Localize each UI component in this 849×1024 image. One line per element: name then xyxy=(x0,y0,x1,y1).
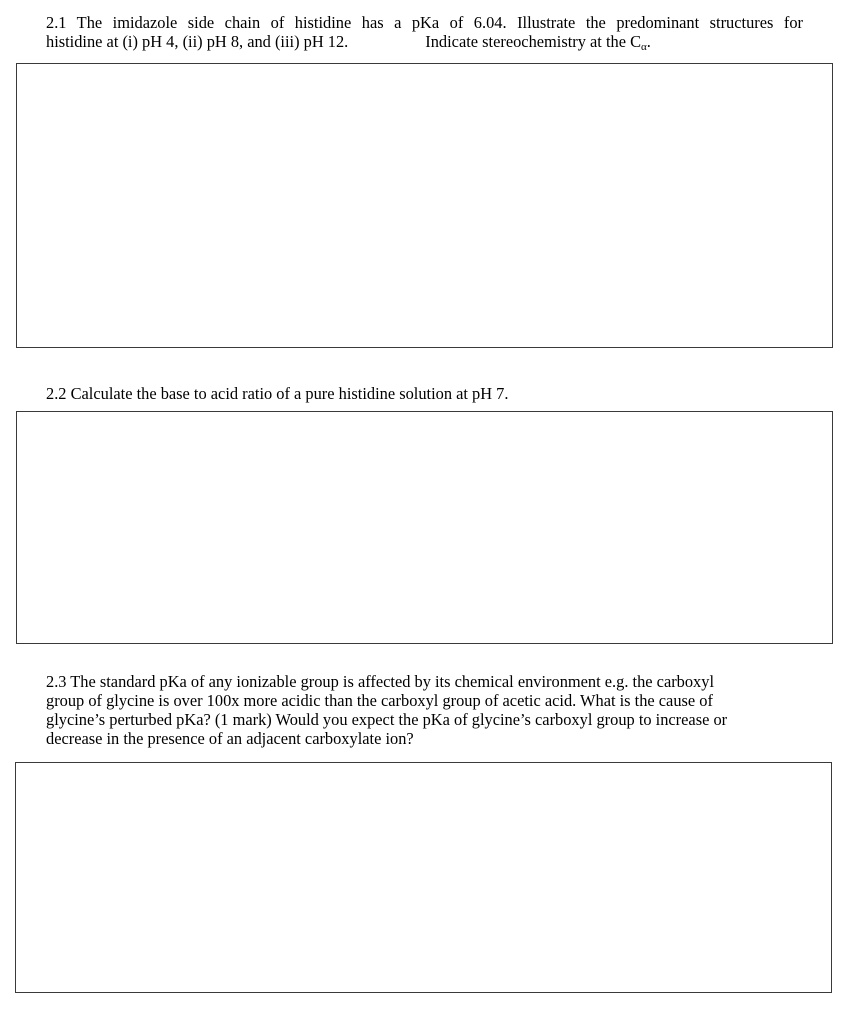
answer-box-2-3[interactable] xyxy=(15,762,832,993)
question-2-3 xyxy=(46,672,806,748)
question-2-3-line-3: glycine’s perturbed pKa? (1 mark) Would you expect the pKa of glycine’s carboxyl group to increase or xyxy=(46,710,728,729)
question-2-2: 2.2 Calculate the base to acid ratio of a pure histidine solution at pH 7. xyxy=(46,384,509,403)
question-2-1-period: . xyxy=(646,32,651,51)
question-2-3-line-4: decrease in the presence of an adjacent carboxylate ion? xyxy=(46,729,414,748)
question-2-1 xyxy=(46,13,803,51)
answer-box-2-2[interactable] xyxy=(16,411,833,644)
question-2-3-line-2: group of glycine is over 100x more acidic than the carboxyl group of acetic acid. What is the cause of xyxy=(46,691,713,710)
question-2-1-part-a: histidine at (i) pH 4, (ii) pH 8, and (iii) pH 12. xyxy=(46,32,349,51)
answer-box-2-1[interactable] xyxy=(16,63,833,348)
question-2-1-line-2 xyxy=(46,32,803,51)
question-2-1-line-1: 2.1 The imidazole side chain of histidine has a pKa of 6.04. Illustrate the predominant structures for xyxy=(46,13,803,32)
alpha-subscript: α xyxy=(641,41,647,53)
question-2-1-part-b: Indicate stereochemistry at the C xyxy=(425,32,642,51)
question-2-3-line-1: 2.3 The standard pKa of any ionizable group is affected by its chemical environment e.g. the carboxyl xyxy=(46,672,715,691)
